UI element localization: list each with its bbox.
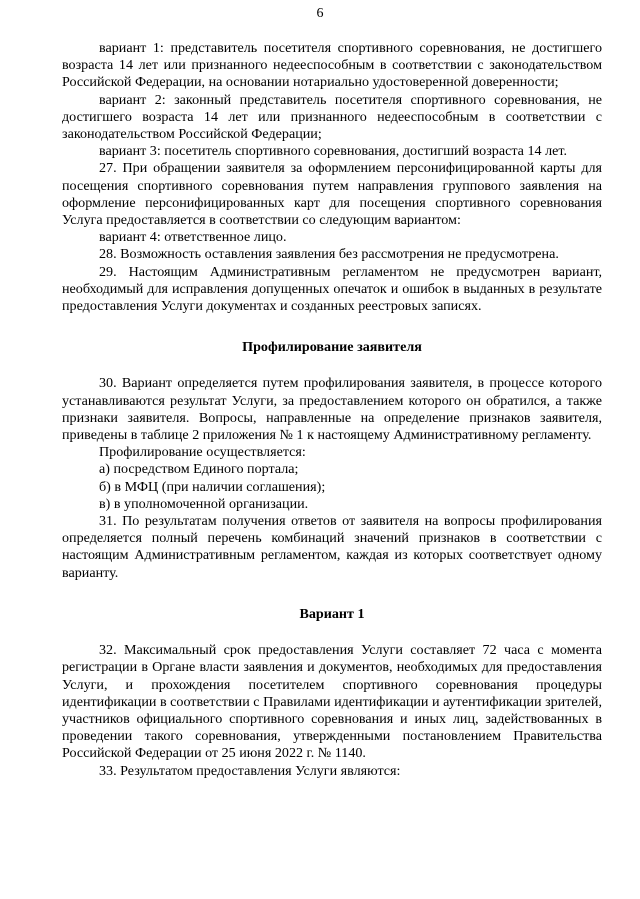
paragraph: вариант 3: посетитель спортивного соревнования, достигший возраста 14 лет. (99, 143, 567, 160)
section-spacer (62, 582, 602, 606)
section-spacer (62, 356, 602, 375)
paragraph: вариант 4: ответственное лицо. (99, 229, 287, 246)
list-item: б) в МФЦ (при наличии соглашения); (99, 478, 326, 495)
section-spacer (62, 315, 602, 339)
paragraph: вариант 1: представитель посетителя спортивного соревнования, не достигшего возраста 14 лет или признанного недееспособным в соответствии с законодательством Российской Федерации, на основании нотариально удостоверенной доверенности; (62, 40, 602, 91)
list-item: а) посредством Единого портала; (99, 461, 299, 478)
paragraph: 33. Результатом предоставления Услуги являются: (99, 762, 401, 779)
paragraph: 32. Максимальный срок предоставления Услуги составляет 72 часа с момента регистрации в Органе власти заявления и документов, необходимых для предоставления Услуги, и прохождения посетителем спортивного соревнования процедуры идентификации в соответствии с Правилами идентификации и аутентификации зрителей, участников официального спортивного соревнования и иных лиц, задействованных в проведении такого соревнования, утвержденными постановлением Правительства Российской Федерации от 25 июня 2022 г. № 1140. (62, 642, 602, 762)
paragraph: вариант 2: законный представитель посетителя спортивного соревнования, не достигшего возраста 14 лет или признанного недееспособным в соответствии с законодательством Российской Федерации; (62, 91, 602, 143)
paragraph: 30. Вариант определяется путем профилирования заявителя, в процессе которого устанавливаются результат Услуги, за предоставлением которого он обратился, а также признаки заявителя. Вопросы, направленные на определение признаков заявителя, приведены в таблице 2 приложения № 1 к настоящему Административному регламенту. (62, 375, 602, 444)
paragraph: 27. При обращении заявителя за оформлением персонифицированной карты для посещения спортивного соревнования путем направления группового заявления на оформление персонифицированных карт для посещения спортивного соревнования Услуга предоставляется в соответствии со следующим вариантом: (62, 160, 602, 229)
section-spacer (62, 623, 602, 642)
paragraph: 28. Возможность оставления заявления без рассмотрения не предусмотрена. (99, 246, 559, 263)
document-body (62, 40, 602, 780)
paragraph: 29. Настоящим Административным регламентом не предусмотрен вариант, необходимый для исправления допущенных опечаток и ошибок в выданных в результате предоставления Услуги документах и созданных реестровых записях. (62, 263, 602, 315)
paragraph: Профилирование осуществляется: (99, 444, 306, 461)
section-heading-variant-1: Вариант 1 (299, 605, 365, 622)
section-heading-profiling: Профилирование заявителя (242, 339, 422, 356)
page-number: 6 (316, 6, 324, 21)
paragraph: 31. По результатам получения ответов от заявителя на вопросы профилирования определяется полный перечень комбинаций значений признаков в соответствии с настоящим Административным регламентом, каждая из которых соответствует одному варианту. (62, 513, 602, 581)
list-item: в) в уполномоченной организации. (99, 495, 309, 512)
